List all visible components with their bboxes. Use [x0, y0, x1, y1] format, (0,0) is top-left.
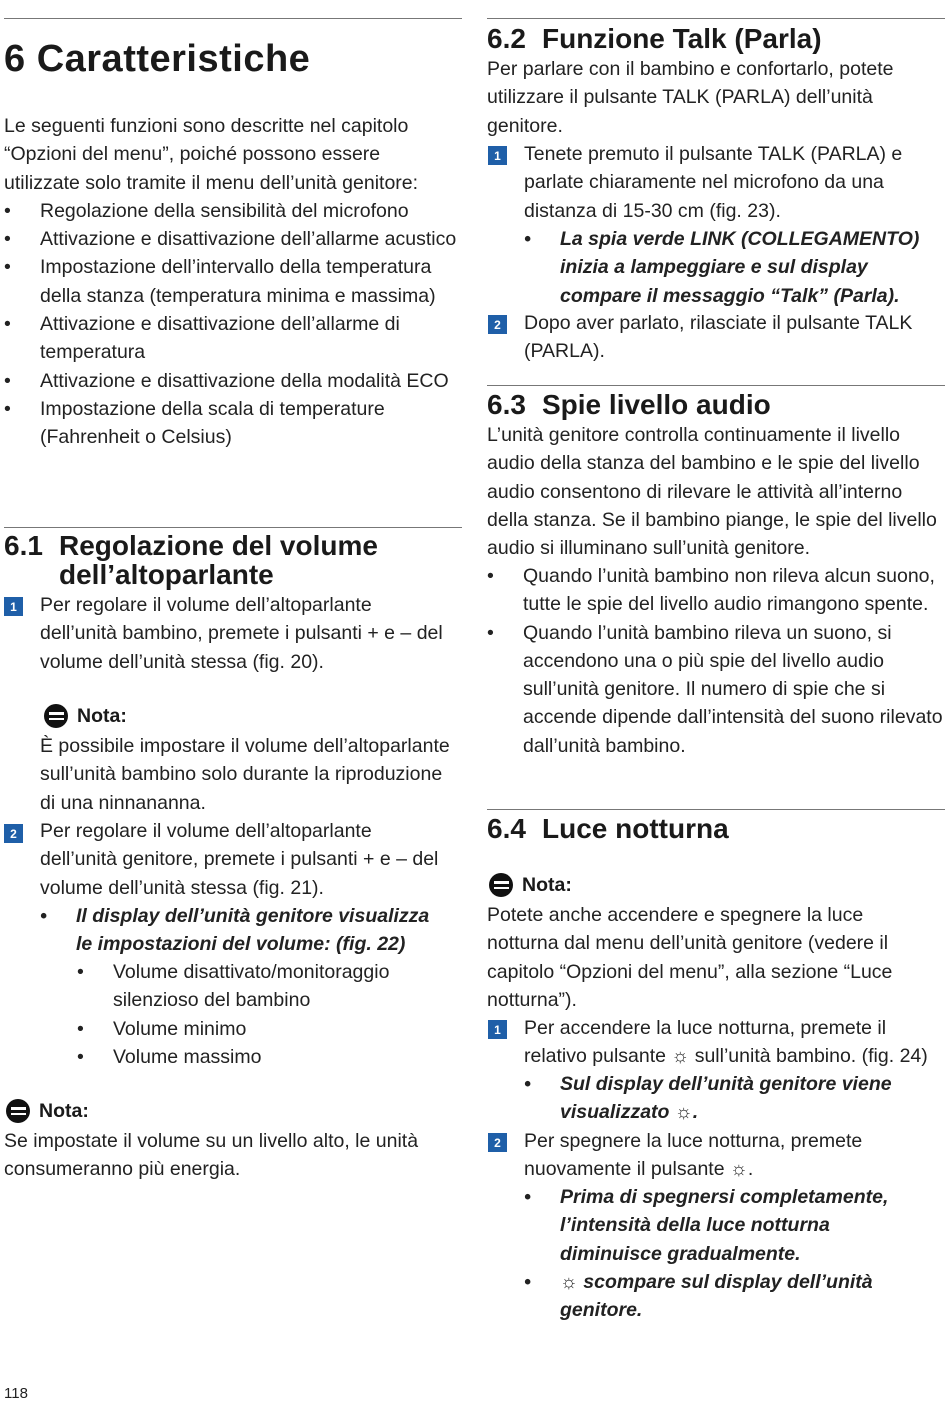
section-heading-6-4 [487, 814, 945, 843]
step-2-results [524, 1183, 929, 1324]
step-badge-1: 1 [4, 597, 23, 616]
step-2-result [40, 902, 440, 959]
list-item: • Impostazione della scala di temperature (Fahrenheit o Celsius) [4, 395, 459, 452]
section-number: 6.3 [487, 389, 526, 420]
top-rule-left [4, 18, 462, 19]
section-title: Luce notturna [542, 813, 729, 844]
step-2-text: Per regolare il volume dell’altoparlante dell’unità genitore, premete i pulsanti + e – del volume dell’unità stessa (fig. 21). [40, 820, 439, 899]
note-icon [44, 704, 68, 728]
intro-bullet-list [4, 197, 459, 452]
result-item: • Il display dell’unità genitore visualizza le impostazioni del volume: (fig. 22) [40, 902, 440, 959]
list-item: • Volume massimo [77, 1043, 437, 1071]
result-item: • Sul display dell’unità genitore viene visualizzato ☼. [524, 1070, 924, 1127]
step-badge-1: 1 [488, 146, 507, 165]
result-item: • Prima di spegnersi completamente, l’intensità della luce notturna diminuisce gradualmente. [524, 1183, 929, 1268]
note-label: Nota: [77, 704, 127, 727]
result-item: • ☼ scompare sul display dell’unità genitore. [524, 1268, 929, 1325]
step-badge-2: 2 [4, 824, 23, 843]
section-number: 6.2 [487, 23, 526, 54]
step-1-text: Per accendere la luce notturna, premete il relativo pulsante ☼ sull’unità bambino. (fig. 24) [524, 1017, 928, 1068]
section-intro: L’unità genitore controlla continuamente il livello audio della stanza del bambino e le spie del livello audio consentono di rilevare le attività all’interno della stanza. Se il bambino piange, le spie del livello audio si illuminano sull’unità genitore. [487, 424, 937, 560]
section-number: 6.1 [4, 530, 43, 561]
step-badge-2: 2 [488, 1133, 507, 1152]
section-heading-6-1 [4, 531, 462, 589]
section-rule-6-3 [487, 385, 945, 386]
note-label: Nota: [39, 1099, 89, 1122]
intro-text: Le seguenti funzioni sono descritte nel capitolo “Opzioni del menu”, poiché possono essere utilizzate solo tramite il menu dell’unità genitore: [4, 115, 419, 194]
note-label: Nota: [522, 873, 572, 896]
step-2-text: Dopo aver parlato, rilasciate il pulsante TALK (PARLA). [524, 312, 913, 363]
note-text: Potete anche accendere e spegnere la luce notturna dal menu dell’unità genitore (vedere il capitolo “Opzioni del menu”, alla sezione “Luce notturna”). [487, 904, 893, 1011]
section-title: Funzione Talk (Parla) [542, 23, 822, 54]
top-rule-right [487, 18, 945, 19]
step-1-text: Per regolare il volume dell’altoparlante dell’unità bambino, premete i pulsanti + e – del volume dell’unità stessa (fig. 20). [40, 594, 443, 673]
note-heading [6, 1099, 89, 1123]
list-item: • Regolazione della sensibilità del microfono [4, 197, 459, 225]
section-number: 6.4 [487, 813, 526, 844]
step-1-result [524, 225, 946, 310]
note-text: Se impostate il volume su un livello alto, le unità consumeranno più energia. [4, 1130, 419, 1181]
section-rule-6-4 [487, 809, 945, 810]
note-icon [489, 873, 513, 897]
section-intro: Per parlare con il bambino e confortarlo, potete utilizzare il pulsante TALK (PARLA) dell’unità genitore. [487, 58, 894, 137]
section-heading-6-2 [487, 24, 945, 53]
result-item: • La spia verde LINK (COLLEGAMENTO) inizia a lampeggiare e sul display compare il messaggio “Talk” (Parla). [524, 225, 946, 310]
section-rule-6-1 [4, 527, 462, 528]
list-item: • Impostazione dell’intervallo della temperatura della stanza (temperatura minima e massima) [4, 253, 459, 310]
list-item: • Attivazione e disattivazione dell’allarme acustico [4, 225, 459, 253]
chapter-title: 6 Caratteristiche [4, 38, 311, 80]
section-heading-6-3 [487, 390, 945, 419]
note-heading [489, 873, 572, 897]
step-1-result [524, 1070, 924, 1127]
note-icon [6, 1099, 30, 1123]
note-heading [44, 704, 127, 728]
list-item: • Volume disattivato/monitoraggio silenzioso del bambino [77, 958, 437, 1015]
list-item: • Attivazione e disattivazione della modalità ECO [4, 367, 459, 395]
section-title-line2: dell’altoparlante [59, 559, 274, 590]
page-number: 118 [4, 1385, 28, 1402]
step-2-text: Per spegnere la luce notturna, premete nuovamente il pulsante ☼. [524, 1130, 863, 1181]
section-title: Spie livello audio [542, 389, 771, 420]
volume-options-list [77, 958, 437, 1071]
list-item: • Volume minimo [77, 1015, 437, 1043]
step-badge-2: 2 [488, 315, 507, 334]
note-text: È possibile impostare il volume dell’altoparlante sull’unità bambino solo durante la riproduzione di una ninnananna. [40, 735, 450, 814]
step-badge-1: 1 [488, 1020, 507, 1039]
list-item: • Quando l’unità bambino non rileva alcun suono, tutte le spie del livello audio rimangono spente. [487, 562, 945, 619]
audio-level-list [487, 562, 945, 760]
intro-paragraph [4, 112, 459, 452]
list-item: • Attivazione e disattivazione dell’allarme di temperatura [4, 310, 459, 367]
section-title-line1: Regolazione del volume [59, 530, 378, 561]
step-1-text: Tenete premuto il pulsante TALK (PARLA) e parlate chiaramente nel microfono da una distanza di 15-30 cm (fig. 23). [524, 143, 903, 222]
list-item: • Quando l’unità bambino rileva un suono, si accendono una o più spie del livello audio sull’unità genitore. Il numero di spie che si accende dipende dall’intensità del suono rilevato dall’unità bambino. [487, 619, 945, 760]
